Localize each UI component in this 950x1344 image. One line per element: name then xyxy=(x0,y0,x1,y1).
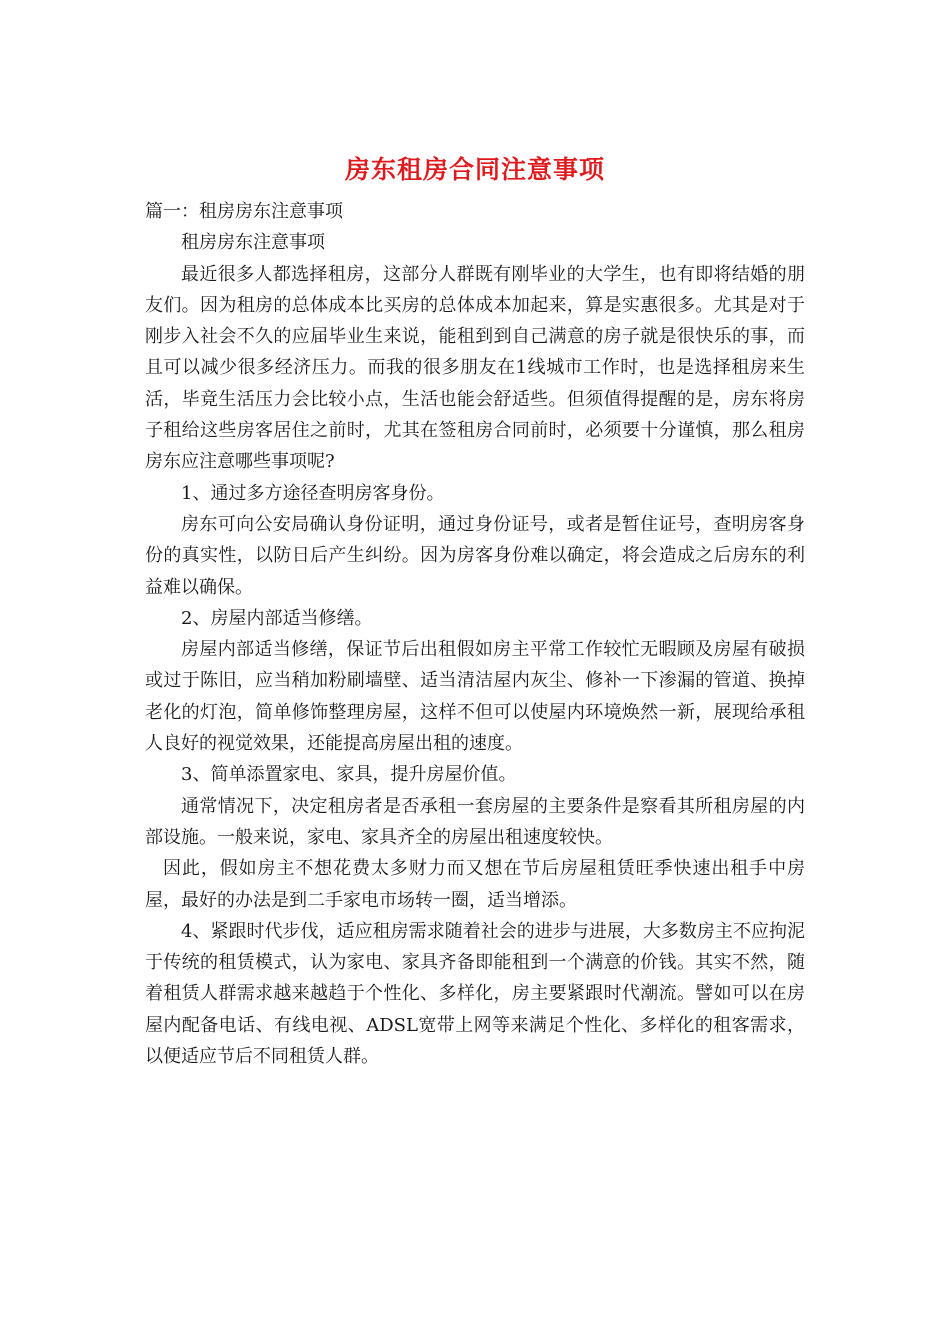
point-heading-3: 3、简单添置家电、家具，提升房屋价值。 xyxy=(181,764,517,786)
point-body-2: 房屋内部适当修缮，保证节后出租假如房主平常工作较忙无暇顾及房屋有破损或过于陈旧，应当稍加粉刷墙壁、适当清洁屋内灰尘、修补一下渗漏的管道、换掉老化的灯泡，简单修饰整理房屋，这样不但可以使屋内环境焕然一新，展现给承租人良好的视觉效果，还能提高房屋出租的速度。 xyxy=(145,639,805,755)
point-body-3: 通常情况下，决定租房者是否承租一套房屋的主要条件是察看其所租房屋的内部设施。一般来说，家电、家具齐全的房屋出租速度较快。 xyxy=(145,795,805,848)
point-body-1: 房东可向公安局确认身份证明，通过身份证号，或者是暂住证号，查明房客身份的真实性，以防日后产生纠纷。因为房客身份难以确定，将会造成之后房东的利益难以确保。 xyxy=(145,513,805,598)
section-heading: 篇一：租房房东注意事项 xyxy=(145,201,343,222)
document-title: 房东租房合同注意事项 xyxy=(344,155,605,184)
point-heading-1: 1、通过多方途径查明房客身份。 xyxy=(181,482,445,504)
point-heading-2: 2、房屋内部适当修缮。 xyxy=(181,607,373,629)
point-body-3b: 因此，假如房主不想花费太多财力而又想在节后房屋租赁旺季快速出租手中房屋，最好的办法是到二手家电市场转一圈，适当增添。 xyxy=(145,858,805,911)
document-body xyxy=(145,196,805,1072)
point-4: 4、紧跟时代步伐，适应租房需求随着社会的进步与进展，大多数房主不应拘泥于传统的租赁模式，认为家电、家具齐备即能租到一个满意的价钱。其实不然，随着租赁人群需求越来越趋于个性化、多样化，房主要紧跟时代潮流。譬如可以在房屋内配备电话、有线电视、ADSL宽带上网等来满足个性化、多样化的租客需求，以便适应节后不同租赁人群。 xyxy=(145,920,805,1068)
intro-paragraph: 最近很多人都选择租房，这部分人群既有刚毕业的大学生，也有即将结婚的朋友们。因为租房的总体成本比买房的总体成本加起来，算是实惠很多。尤其是对于刚步入社会不久的应届毕业生来说，能租到到自己满意的房子就是很快乐的事，而且可以减少很多经济压力。而我的很多朋友在1线城市工作时，也是选择租房来生活，毕竟生活压力会比较小点，生活也能会舒适些。但须值得提醒的是，房东将房子租给这些房客居住之前时，尤其在签租房合同前时，必须要十分谨慎，那么租房房东应注意哪些事项呢? xyxy=(145,263,805,473)
subtitle-paragraph: 租房房东注意事项 xyxy=(181,232,325,254)
